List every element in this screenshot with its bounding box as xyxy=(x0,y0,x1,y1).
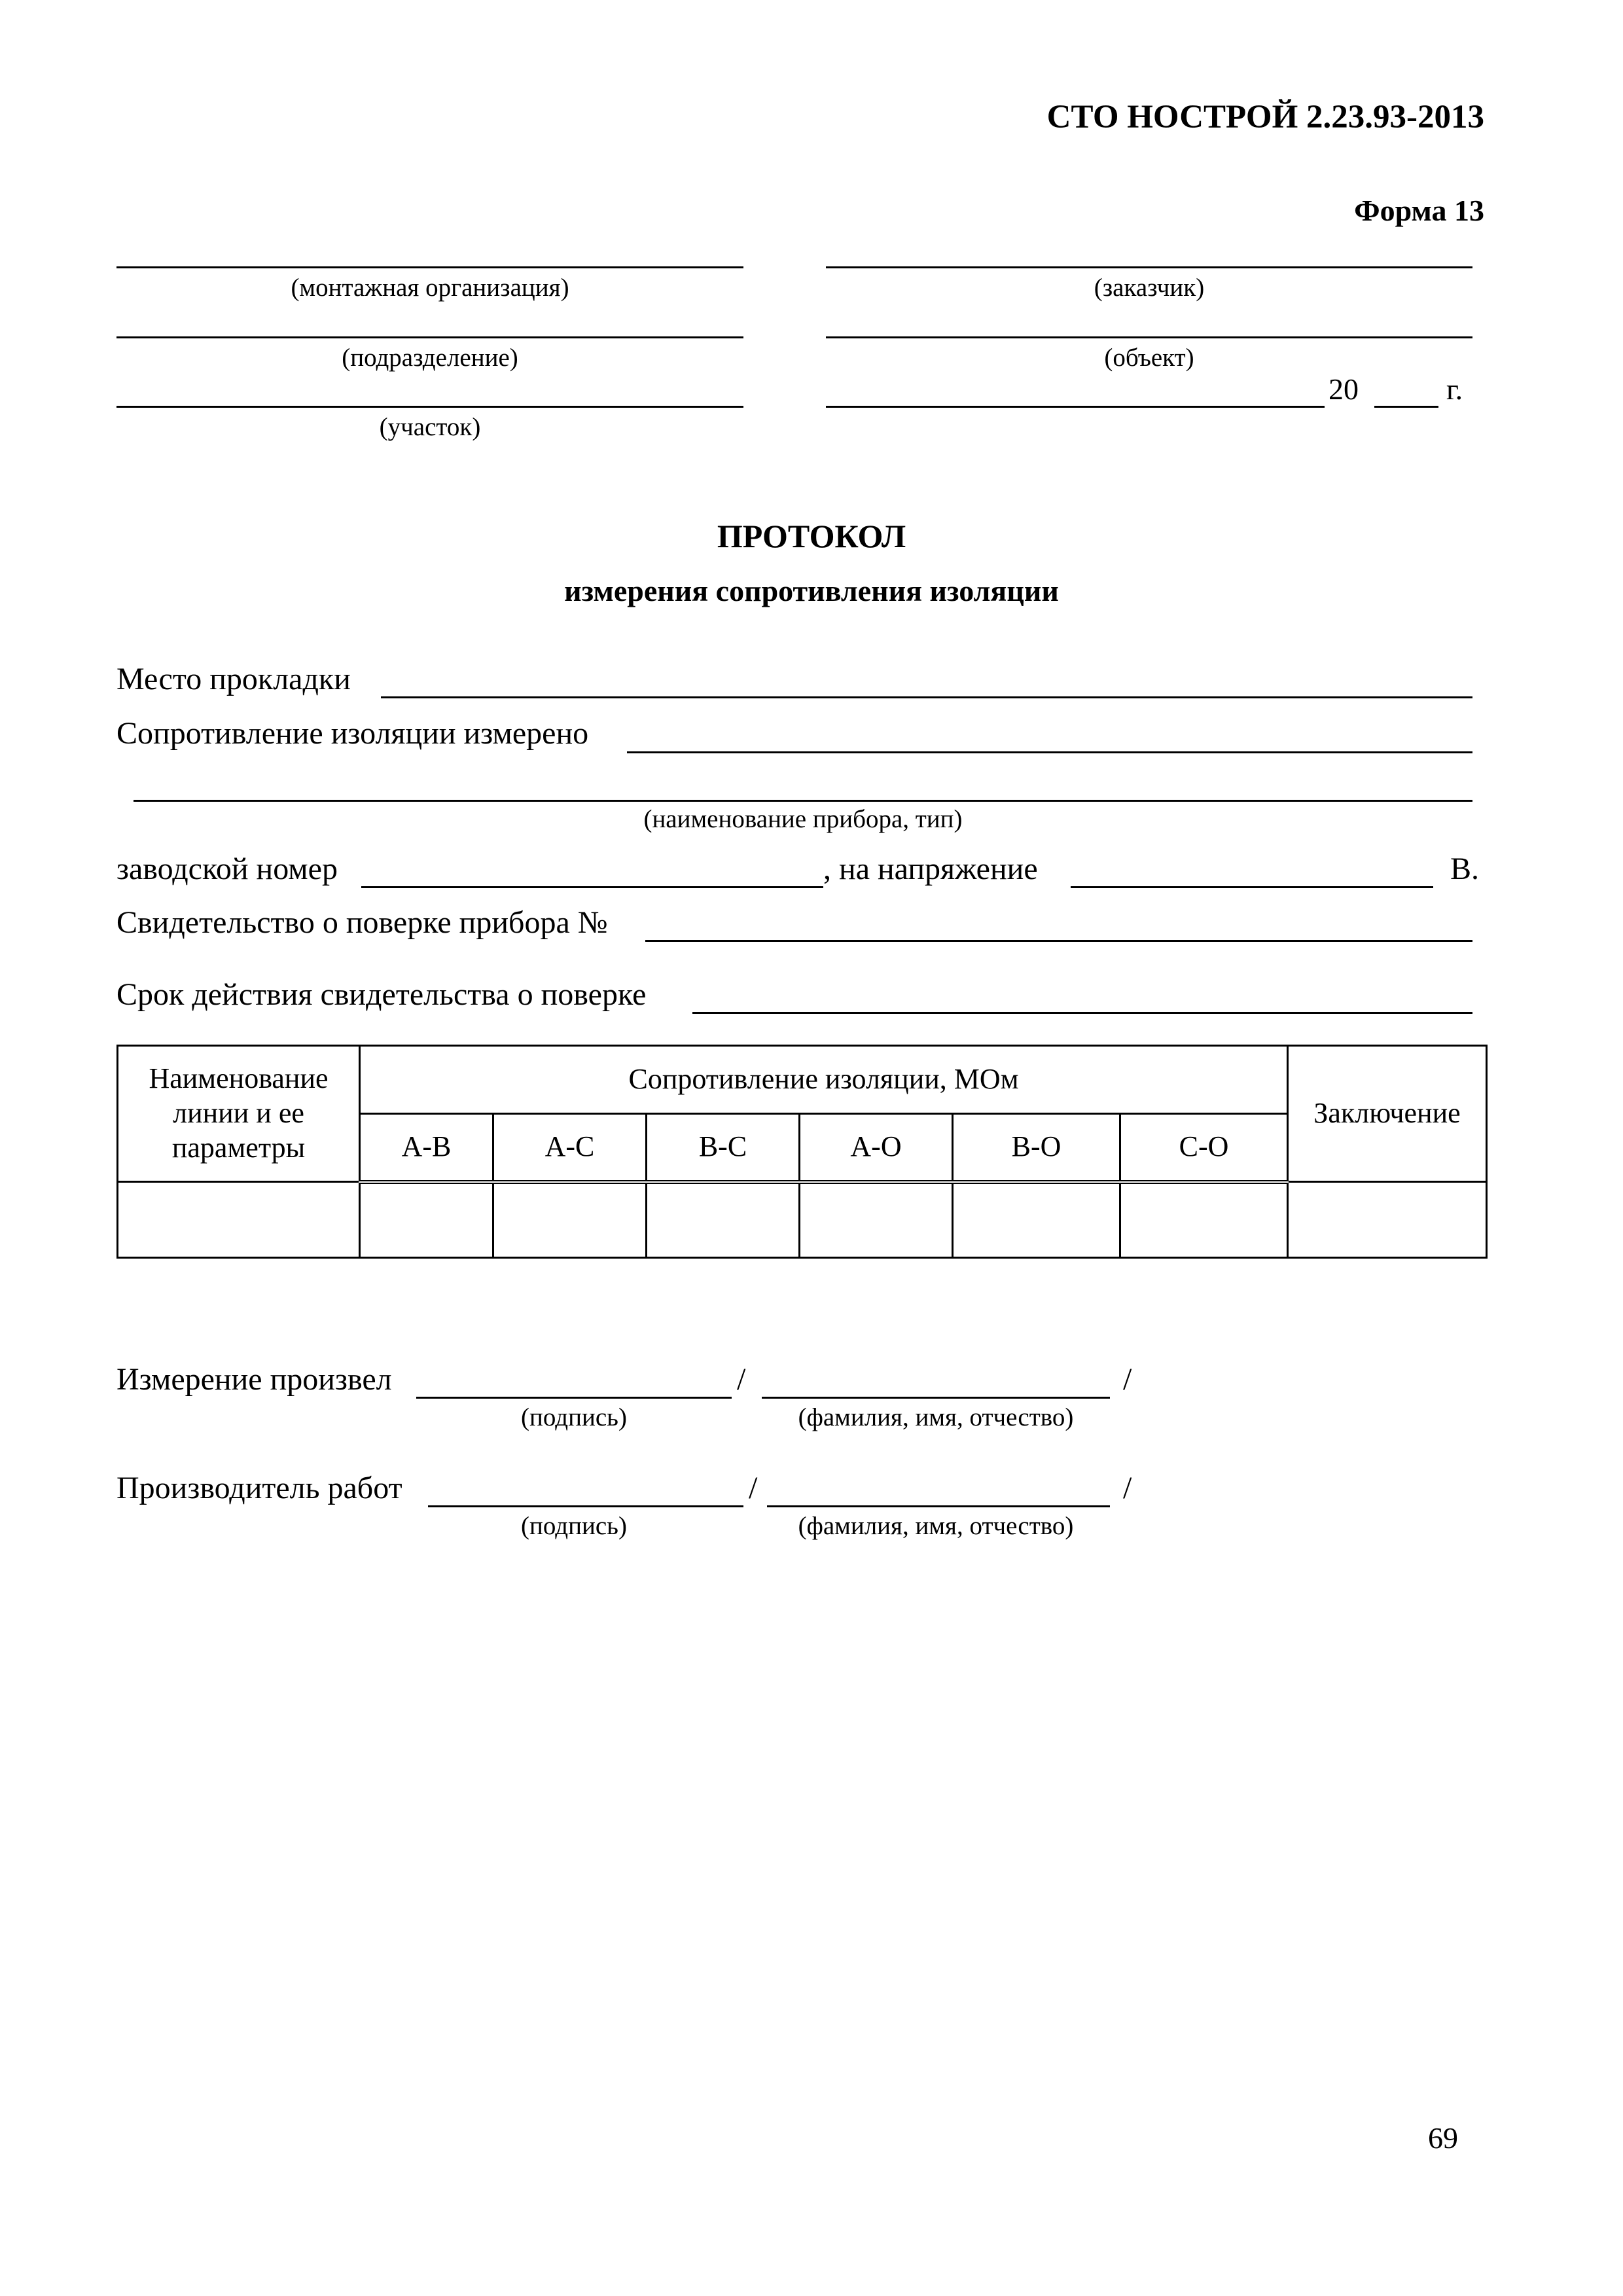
object-caption: (объект) xyxy=(1104,344,1194,372)
document-code: СТО НОСТРОЙ 2.23.93-2013 xyxy=(1046,99,1484,135)
cell-b-c[interactable] xyxy=(647,1182,800,1258)
supervisor-slash-1: / xyxy=(749,1471,758,1505)
measured-by-label: Измерение произвел xyxy=(116,1362,392,1397)
validity-line[interactable] xyxy=(692,1012,1472,1014)
subheader-a-o: А-О xyxy=(800,1114,953,1182)
supervisor-signature-caption: (подпись) xyxy=(521,1512,627,1540)
date-line[interactable] xyxy=(826,406,1325,408)
customer-line[interactable] xyxy=(826,266,1472,268)
protocol-title: ПРОТОКОЛ xyxy=(717,518,906,554)
measured-label: Сопротивление изоляции измерено xyxy=(116,716,589,751)
voltage-line[interactable] xyxy=(1071,886,1433,888)
customer-caption: (заказчик) xyxy=(1094,274,1205,302)
supervisor-name-caption: (фамилия, имя, отчество) xyxy=(798,1512,1074,1540)
cell-a-c[interactable] xyxy=(493,1182,647,1258)
cell-line-name[interactable] xyxy=(118,1182,360,1258)
date-year-line[interactable] xyxy=(1374,406,1438,408)
voltage-unit: В. xyxy=(1450,852,1480,886)
voltage-label: , на напряжение xyxy=(823,852,1038,886)
serial-label: заводской номер xyxy=(116,852,338,886)
location-label: Место прокладки xyxy=(116,662,351,696)
measured-by-slash-2: / xyxy=(1123,1362,1132,1397)
device-caption: (наименование прибора, тип) xyxy=(643,805,963,833)
measured-line[interactable] xyxy=(627,751,1472,753)
site-caption: (участок) xyxy=(379,413,481,441)
cell-b-o[interactable] xyxy=(953,1182,1120,1258)
supervisor-name-line[interactable] xyxy=(767,1505,1110,1507)
header-conclusion: Заключение xyxy=(1288,1046,1487,1182)
validity-label: Срок действия свидетельства о поверке xyxy=(116,977,647,1012)
date-suffix: г. xyxy=(1446,372,1463,406)
measured-by-signature-line[interactable] xyxy=(416,1397,732,1399)
protocol-subtitle: измерения сопротивления изоляции xyxy=(564,574,1059,607)
subheader-b-c: В-С xyxy=(647,1114,800,1182)
measured-by-slash-1: / xyxy=(737,1362,746,1397)
subheader-c-o: С-О xyxy=(1120,1114,1288,1182)
org-caption: (монтажная организация) xyxy=(291,274,569,302)
table-row xyxy=(118,1182,1487,1258)
form-number: Форма 13 xyxy=(1354,194,1484,227)
cell-conclusion[interactable] xyxy=(1288,1182,1487,1258)
header-resistance: Сопротивление изоляции, МОм xyxy=(360,1046,1288,1114)
supervisor-slash-2: / xyxy=(1123,1471,1132,1505)
object-line[interactable] xyxy=(826,336,1472,338)
supervisor-signature-line[interactable] xyxy=(428,1505,743,1507)
subheader-a-c: А-С xyxy=(493,1114,647,1182)
resistance-table xyxy=(116,1045,1488,1259)
certificate-label: Свидетельство о поверке прибора № xyxy=(116,905,608,940)
cell-a-o[interactable] xyxy=(800,1182,953,1258)
subheader-a-b: А-В xyxy=(360,1114,493,1182)
device-line[interactable] xyxy=(134,800,1472,802)
header-line-name: Наименование линии и ее параметры xyxy=(118,1046,360,1182)
measured-by-signature-caption: (подпись) xyxy=(521,1403,627,1431)
cell-a-b[interactable] xyxy=(360,1182,493,1258)
org-line[interactable] xyxy=(116,266,743,268)
measured-by-name-line[interactable] xyxy=(762,1397,1110,1399)
subheader-b-o: В-О xyxy=(953,1114,1120,1182)
cell-c-o[interactable] xyxy=(1120,1182,1288,1258)
date-year-prefix: 20 xyxy=(1329,372,1359,406)
page-number: 69 xyxy=(1428,2121,1458,2155)
supervisor-label: Производитель работ xyxy=(116,1471,402,1505)
site-line[interactable] xyxy=(116,406,743,408)
division-line[interactable] xyxy=(116,336,743,338)
division-caption: (подразделение) xyxy=(342,344,518,372)
location-line[interactable] xyxy=(381,696,1472,698)
measured-by-name-caption: (фамилия, имя, отчество) xyxy=(798,1403,1074,1431)
certificate-line[interactable] xyxy=(645,940,1472,942)
serial-line[interactable] xyxy=(361,886,823,888)
